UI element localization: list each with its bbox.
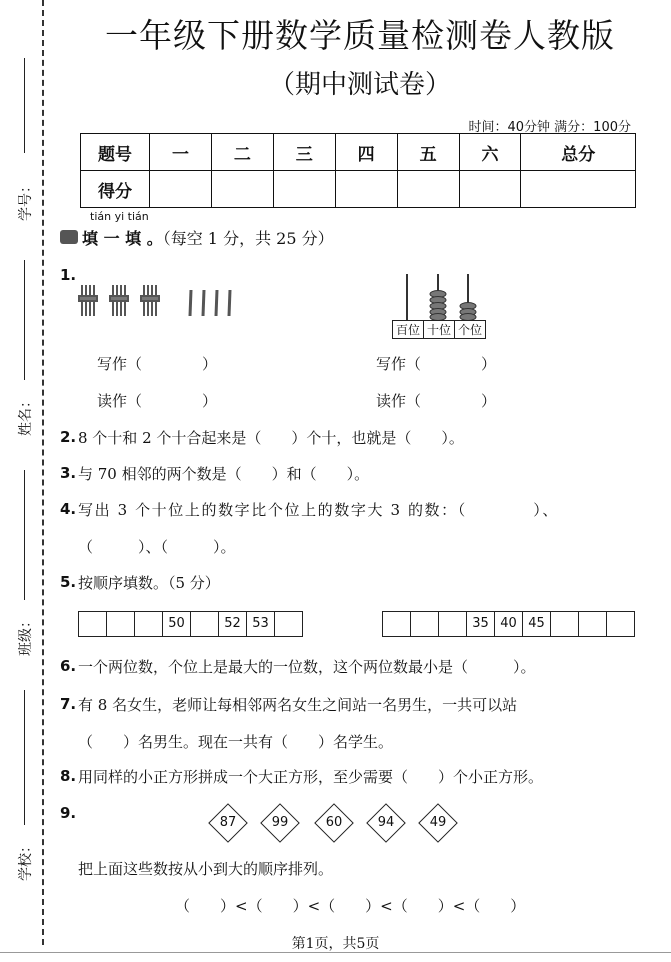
abacus-illustration: [392, 272, 484, 320]
q1-read-right[interactable]: 读作（ ）: [376, 392, 497, 410]
number-box: 40: [495, 612, 523, 636]
number-box[interactable]: [439, 612, 467, 636]
q1-write-left[interactable]: 写作（ ）: [97, 355, 218, 373]
page-number: 第1页，共5页: [291, 936, 380, 952]
diamond-number: 94: [377, 815, 395, 830]
school-label: 学校：: [18, 839, 34, 881]
score-header-cell: 二: [211, 134, 273, 171]
diamond-number: 87: [219, 815, 237, 830]
score-header-cell: 五: [397, 134, 459, 171]
q7-text: 有 8 名女生，老师让每相邻两名女生之间站一名男生，一共可以站: [78, 696, 518, 714]
score-header-cell: 总分: [521, 134, 636, 171]
q7-text-line2: （ ）名男生。现在一共有（ ）名学生。: [78, 733, 394, 751]
score-table-score-row: [81, 171, 636, 208]
q5-number-row-left: [78, 611, 303, 637]
q7-number: 7.: [60, 695, 77, 713]
score-table: [80, 133, 636, 208]
q2-text: 8 个十和 2 个十合起来是（ ）个十，也就是（ ）。: [78, 429, 464, 447]
q1-number: 1.: [60, 266, 77, 284]
time-info: 时间：40分钟 满分：100分: [468, 120, 631, 135]
name-label: 姓名：: [18, 394, 34, 436]
abacus-label-hundreds: 百位: [393, 321, 424, 338]
diamond-number: 49: [429, 815, 447, 830]
number-box: 52: [219, 612, 247, 636]
abacus-beads-ones: [460, 303, 476, 321]
q9-order-blanks[interactable]: （ ）<（ ）<（ ）<（ ）<（ ）: [175, 897, 526, 915]
score-header-cell: 四: [335, 134, 397, 171]
sticks-illustration: [76, 282, 246, 322]
score-cell[interactable]: [335, 171, 397, 208]
number-box[interactable]: [275, 612, 302, 636]
number-box: 50: [163, 612, 191, 636]
stick-bundle: [110, 285, 128, 316]
score-header-cell: 六: [459, 134, 521, 171]
number-box: 53: [247, 612, 275, 636]
score-header-cell: 一: [150, 134, 212, 171]
number-box[interactable]: [579, 612, 607, 636]
section-pinyin: tián yi tián: [90, 210, 149, 223]
stick-bundle: [79, 285, 97, 316]
class-rule: [24, 470, 25, 600]
class-label: 班级：: [18, 614, 34, 656]
q4-text: 写出 3 个十位上的数字比个位上的数字大 3 的数：（ ）、: [78, 501, 559, 519]
number-box[interactable]: [411, 612, 439, 636]
abacus-place-labels: [392, 320, 486, 339]
school-rule: [24, 690, 25, 825]
score-cell[interactable]: [150, 171, 212, 208]
section-number-badge: [60, 230, 78, 244]
score-row-label: 得分: [81, 171, 150, 208]
score-cell[interactable]: [459, 171, 521, 208]
number-box[interactable]: [191, 612, 219, 636]
q4-text-line2: （ ）、（ ）。: [78, 538, 236, 556]
q6-number: 6.: [60, 657, 77, 675]
diamond-number: 60: [325, 815, 343, 830]
q6-text: 一个两位数，个位上是最大的一位数，这个两位数最小是（ ）。: [78, 658, 536, 676]
abacus-label-tens: 十位: [424, 321, 455, 338]
score-table-header-row: [81, 134, 636, 171]
number-box[interactable]: [107, 612, 135, 636]
q3-number: 3.: [60, 464, 77, 482]
number-box[interactable]: [135, 612, 163, 636]
abacus-label-ones: 个位: [457, 323, 482, 337]
q2-number: 2.: [60, 428, 77, 446]
q1-read-left[interactable]: 读作（ ）: [97, 392, 218, 410]
q3-text: 与 70 相邻的两个数是（ ）和（ ）。: [78, 465, 370, 483]
number-box[interactable]: [79, 612, 107, 636]
abacus-beads-tens: [430, 291, 446, 321]
name-rule: [24, 260, 25, 380]
score-header-cell: 三: [273, 134, 335, 171]
q9-number: 9.: [60, 804, 77, 822]
score-cell[interactable]: [521, 171, 636, 208]
score-cell[interactable]: [397, 171, 459, 208]
q5-number: 5.: [60, 573, 77, 591]
page-title: 一年级下册数学质量检测卷人教版: [105, 16, 615, 55]
q5-number-row-right: [382, 611, 635, 637]
q8-text: 用同样的小正方形拼成一个大正方形，至少需要（ ）个小正方形。: [78, 768, 544, 786]
stick-bundle: [141, 285, 159, 316]
number-box[interactable]: [607, 612, 634, 636]
q1-write-right[interactable]: 写作（ ）: [376, 355, 497, 373]
page-subtitle: （期中测试卷）: [268, 70, 451, 100]
number-box[interactable]: [383, 612, 411, 636]
q9-text: 把上面这些数按从小到大的顺序排列。: [78, 860, 334, 878]
single-sticks: [190, 290, 230, 316]
bottom-divider: [0, 952, 671, 953]
number-box[interactable]: [551, 612, 579, 636]
student-id-label: 学号：: [18, 179, 34, 221]
section-title-text: 填 一 填 。: [82, 229, 163, 248]
number-box: 45: [523, 612, 551, 636]
q4-number: 4.: [60, 500, 77, 518]
student-id-rule: [24, 58, 25, 153]
q5-text: 按顺序填数。（5 分）: [78, 574, 220, 592]
score-cell[interactable]: [273, 171, 335, 208]
score-header-cell: 题号: [81, 134, 150, 171]
number-box: 35: [467, 612, 495, 636]
score-cell[interactable]: [211, 171, 273, 208]
binding-dashed-line: [42, 0, 44, 945]
q8-number: 8.: [60, 767, 77, 785]
section-title: [82, 226, 334, 249]
section-note: （每空 1 分，共 25 分）: [162, 229, 334, 248]
diamond-number: 99: [271, 815, 289, 830]
